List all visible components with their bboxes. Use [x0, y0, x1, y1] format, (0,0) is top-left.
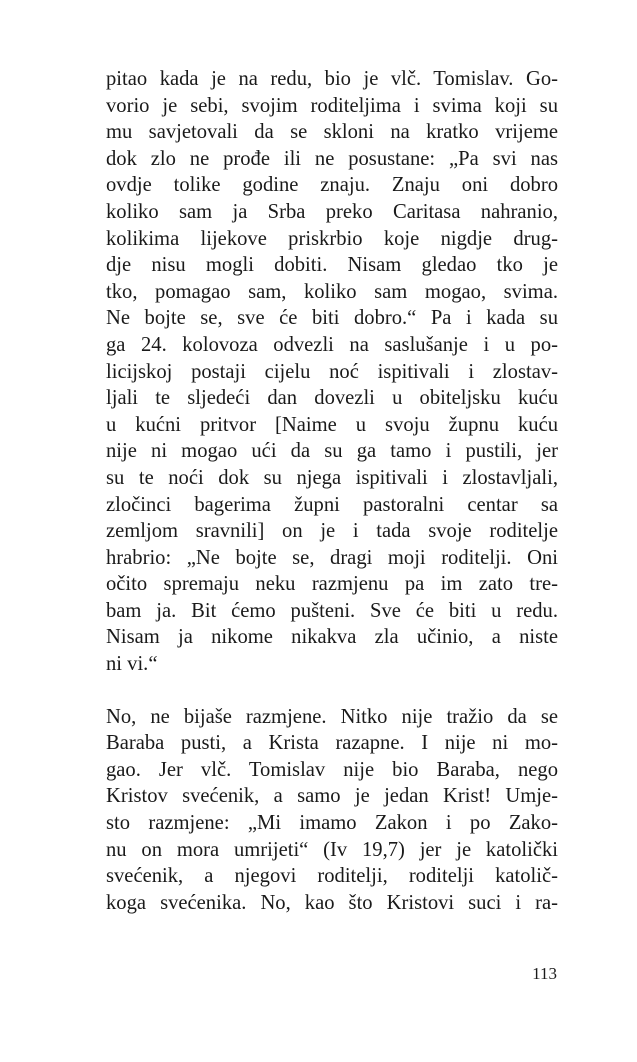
text-line: dok zlo ne prođe ili ne posustane: „Pa svi nas — [106, 147, 558, 170]
text-line: zemljom sravnili] on je i tada svoje roditelje — [106, 520, 558, 543]
paragraph-2 — [106, 704, 558, 917]
text-line: mu savjetovali da se skloni na kratko vrijeme — [106, 121, 558, 144]
text-line: koliko sam ja Srba preko Caritasa nahranio, — [106, 200, 558, 223]
text-line: vorio je sebi, svojim roditeljima i svima koji su — [106, 94, 558, 117]
paragraph-spacer — [106, 678, 558, 704]
text-line: licijskoj postaji cijelu noć ispitivali i zlostav- — [106, 360, 558, 383]
text-line: svećenik, a njegovi roditelji, roditelji katolič- — [106, 865, 558, 888]
text-line: zločinci bagerima župni pastoralni centar sa — [106, 493, 558, 516]
text-line: Nisam ja nikome nikakva zla učinio, a niste — [106, 626, 558, 649]
page-number: 113 — [532, 964, 557, 983]
text-line: su te noći dok su njega ispitivali i zlostavljali, — [106, 466, 558, 489]
text-line: Kristov svećenik, a samo je jedan Krist! Umje- — [106, 785, 558, 808]
text-line: nu on mora umrijeti“ (Iv 19,7) jer je katolički — [106, 838, 558, 861]
text-line: dje nisu mogli dobiti. Nisam gledao tko je — [106, 254, 558, 277]
text-line: Ne bojte se, sve će biti dobro.“ Pa i kada su — [106, 307, 558, 330]
text-line: očito spremaju neku razmjenu pa im zato tre- — [106, 573, 558, 596]
text-line: No, ne bijaše razmjene. Nitko nije tražio da se — [106, 705, 558, 728]
text-line: ga 24. kolovoza odvezli na saslušanje i u po- — [106, 333, 558, 356]
text-line: ni vi.“ — [106, 653, 158, 676]
body-text — [106, 66, 558, 916]
text-line: sto razmjene: „Mi imamo Zakon i po Zako- — [106, 812, 558, 835]
text-line: hrabrio: „Ne bojte se, dragi moji roditelji. Oni — [106, 546, 558, 569]
text-line: nije ni mogao ući da su ga tamo i pustili, jer — [106, 440, 558, 463]
text-line: koga svećenika. No, kao što Kristovi suci i ra- — [106, 891, 558, 914]
text-line: kolikima lijekove priskrbio koje nigdje drug- — [106, 227, 558, 250]
text-line: ovdje tolike godine znaju. Znaju oni dobro — [106, 174, 558, 197]
text-line: tko, pomagao sam, koliko sam mogao, svima. — [106, 280, 558, 303]
text-line: bam ja. Bit ćemo pušteni. Sve će biti u redu. — [106, 599, 558, 622]
text-line: pitao kada je na redu, bio je vlč. Tomislav. Go- — [106, 68, 558, 90]
text-line: u kućni pritvor [Naime u svoju župnu kuću — [106, 413, 558, 436]
text-line: gao. Jer vlč. Tomislav nije bio Baraba, nego — [106, 758, 558, 781]
text-line: Baraba pusti, a Krista razapne. I nije ni mo- — [106, 732, 558, 755]
text-line: ljali te sljedeći dan dovezli u obiteljsku kuću — [106, 387, 558, 410]
paragraph-1 — [106, 66, 558, 678]
